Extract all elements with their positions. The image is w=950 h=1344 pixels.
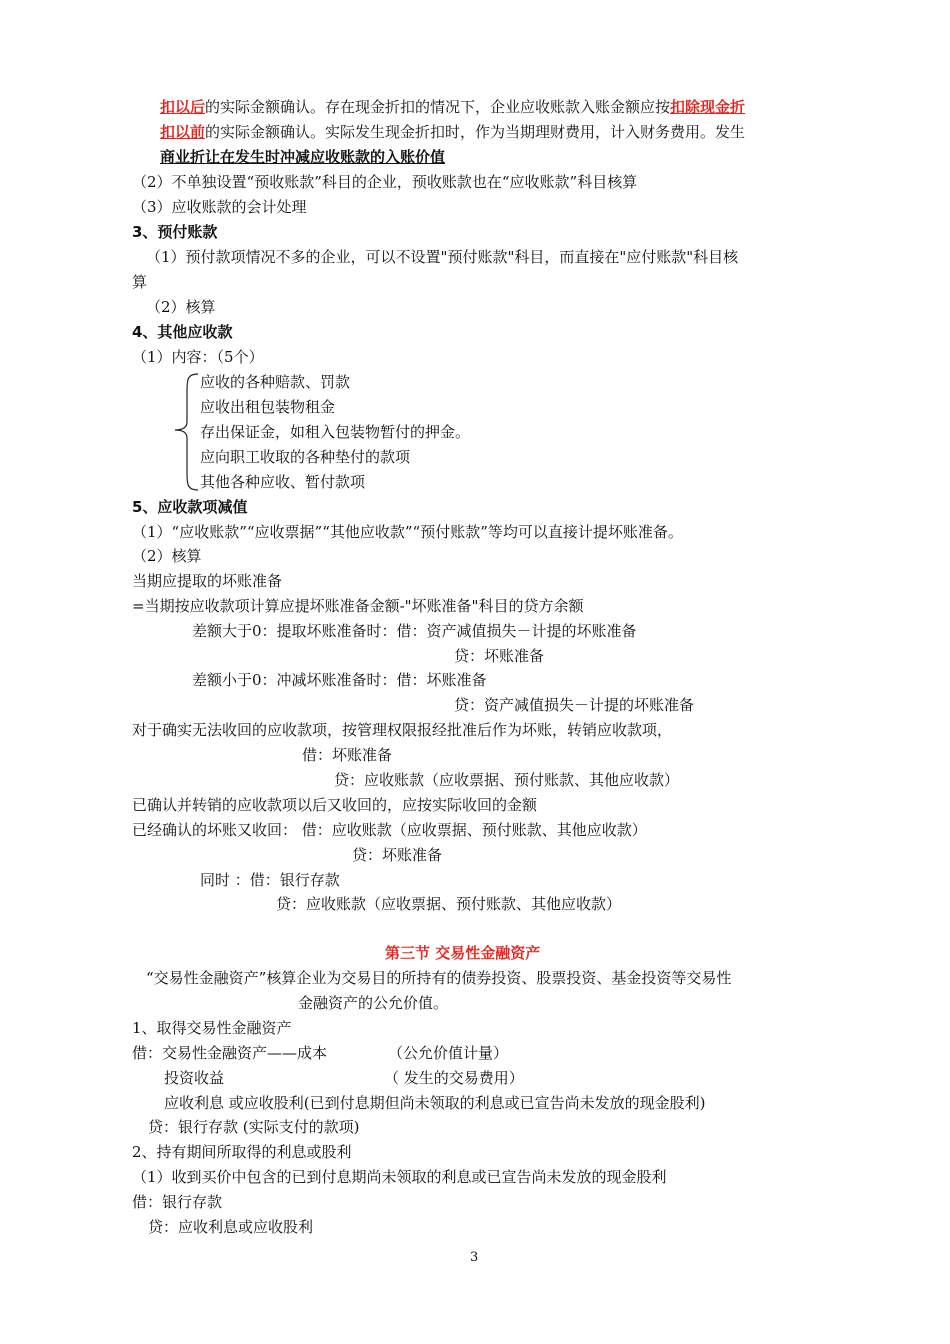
list-item: 应收的各种赔款、罚款 bbox=[200, 373, 351, 391]
section-heading: 5、应收款项减值 bbox=[132, 498, 248, 516]
paragraph-line: 当期应提取的坏账准备 bbox=[132, 572, 283, 590]
journal-entry: 贷：应收利息或应收股利 bbox=[148, 1218, 314, 1236]
paragraph-line: 1、取得交易性金融资产 bbox=[132, 1019, 292, 1037]
section-title: 第三节 交易性金融资产 bbox=[385, 944, 541, 962]
body-text: 的实际金额确认。实际发生现金折扣时，作为当期理财费用，计入财务费用。发生 bbox=[205, 123, 746, 141]
journal-entry: 借：交易性金融资产——成本 bbox=[132, 1044, 328, 1062]
journal-entry: 差额小于0：冲减坏账准备时：借：坏账准备 bbox=[192, 671, 487, 689]
journal-entry: 贷：银行存款 (实际支付的款项) bbox=[148, 1118, 360, 1136]
list-item: 应向职工收取的各种垫付的款项 bbox=[200, 448, 411, 466]
journal-note: （公允价值计量） bbox=[388, 1044, 509, 1062]
paragraph-line: （1）收到买价中包含的已到付息期尚未领取的利息或已宣告尚未发放的现金股利 bbox=[132, 1168, 667, 1186]
journal-entry: 借：银行存款 bbox=[132, 1193, 223, 1211]
paragraph-line: 对于确实无法收回的应收款项，按管理权限报经批准后作为坏账，转销应收款项， bbox=[132, 721, 673, 739]
paragraph-line bbox=[160, 97, 745, 117]
list-item: 其他各种应收、暂付款项 bbox=[200, 473, 366, 491]
paragraph-line: 金融资产的公允价值。 bbox=[298, 994, 449, 1012]
journal-entry: 已经确认的坏账又收回： 借：应收账款（应收票据、预付账款、其他应收款） bbox=[132, 821, 647, 839]
section-heading: 4、其他应收款 bbox=[132, 323, 233, 341]
paragraph-line: （3）应收账款的会计处理 bbox=[132, 198, 307, 216]
emphasis-text: 扣以前 bbox=[160, 123, 206, 141]
page-number: 3 bbox=[470, 1250, 479, 1265]
journal-entry: 贷：资产减值损失－计提的坏账准备 bbox=[454, 696, 695, 714]
journal-entry: 贷：坏账准备 bbox=[454, 647, 545, 665]
list-item: 应收出租包装物租金 bbox=[200, 398, 336, 416]
bold-underlined-text: 商业折让在发生时冲减应收账款的入账价值 bbox=[160, 148, 446, 166]
journal-entry: 贷：坏账准备 bbox=[352, 846, 443, 864]
paragraph-line: （1）预付款项情况不多的企业，可以不设置"预付账款"科目，而直接在"应付账款"科目核 bbox=[146, 248, 739, 266]
paragraph-line: 算 bbox=[132, 273, 148, 291]
brace-icon bbox=[172, 372, 202, 492]
journal-entry: 借：坏账准备 bbox=[302, 746, 393, 764]
list-item: 存出保证金，如租入包装物暂付的押金。 bbox=[200, 423, 471, 441]
emphasis-text: 扣以后 bbox=[160, 98, 206, 116]
emphasis-text: 扣除现金折 bbox=[670, 98, 746, 116]
section-heading: 3、预付账款 bbox=[132, 223, 218, 241]
journal-entry: 投资收益 bbox=[164, 1069, 225, 1087]
journal-note: （ 发生的交易费用） bbox=[384, 1069, 524, 1087]
paragraph-line: 已确认并转销的应收款项以后又收回的，应按实际收回的金额 bbox=[132, 796, 538, 814]
journal-entry: 贷：应收账款（应收票据、预付账款、其他应收款） bbox=[334, 771, 680, 789]
paragraph-line: （2）核算 bbox=[132, 547, 202, 565]
paragraph-line: （1）内容：（5个） bbox=[132, 348, 264, 366]
paragraph-line: “交易性金融资产”核算企业为交易目的所持有的债券投资、股票投资、基金投资等交易性 bbox=[146, 969, 732, 987]
paragraph-line: （2）核算 bbox=[146, 298, 216, 316]
paragraph-line bbox=[160, 122, 745, 142]
body-text: 的实际金额确认。存在现金折扣的情况下，企业应收账款入账金额应按 bbox=[205, 98, 671, 116]
paragraph-line: （1）“应收账款”“应收票据”“其他应收款”“预付账款”等均可以直接计提坏账准备。 bbox=[132, 523, 683, 541]
journal-entry: 应收利息 或应收股利(已到付息期但尚未领取的利息或已宣告尚未发放的现金股利) bbox=[164, 1094, 706, 1112]
journal-entry: 同时 ：借：银行存款 bbox=[200, 871, 340, 889]
paragraph-line: =当期按应收款项计算应提坏账准备金额-"坏账准备"科目的贷方余额 bbox=[132, 597, 584, 615]
paragraph-line: 2、持有期间所取得的利息或股利 bbox=[132, 1143, 352, 1161]
journal-entry: 贷：应收账款（应收票据、预付账款、其他应收款） bbox=[276, 895, 622, 913]
journal-entry: 差额大于0：提取坏账准备时：借：资产减值损失－计提的坏账准备 bbox=[192, 622, 637, 640]
paragraph-line: （2）不单独设置“预收账款”科目的企业，预收账款也在“应收账款”科目核算 bbox=[132, 173, 638, 191]
